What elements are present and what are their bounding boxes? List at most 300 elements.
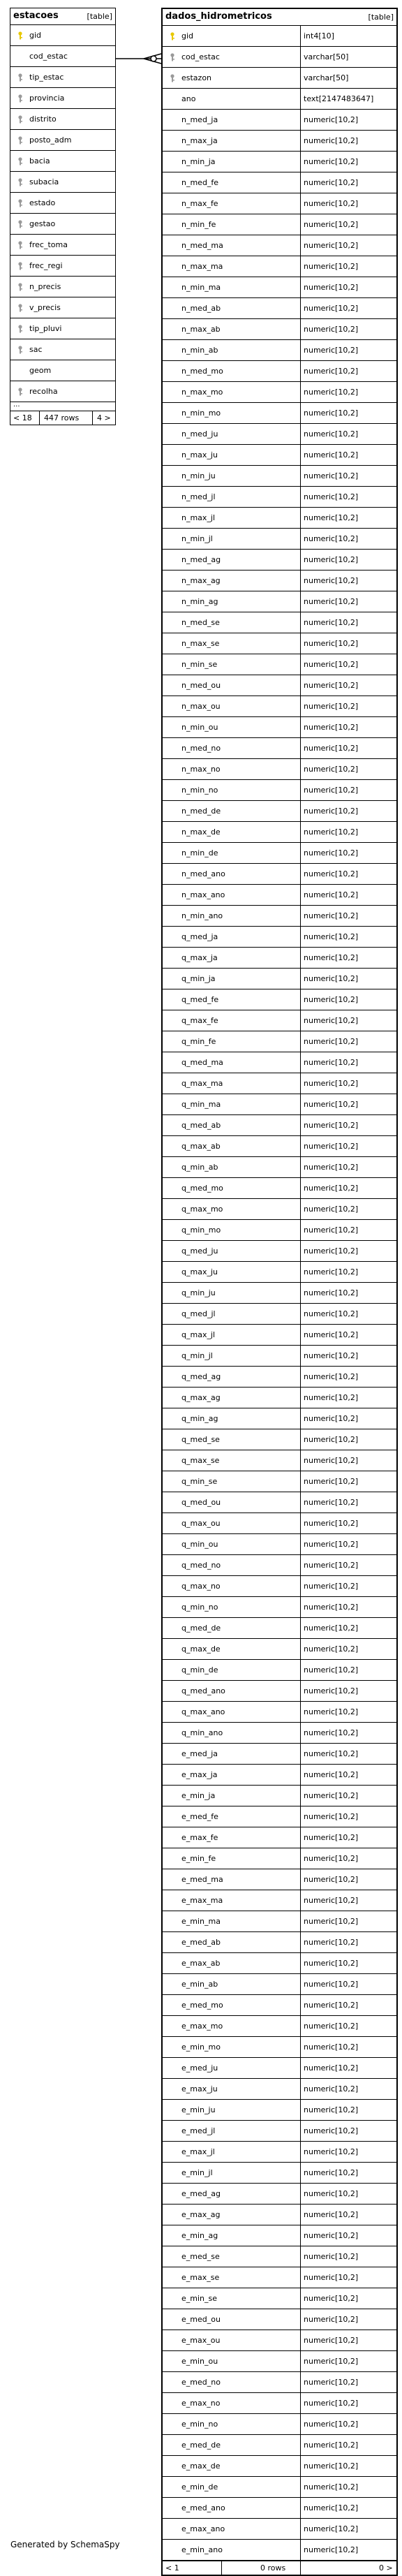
column-row[interactable]	[163, 508, 396, 529]
foreign-key-icon	[170, 53, 175, 61]
column-name: gestao	[29, 219, 56, 228]
column-name: q_med_ano	[181, 1686, 225, 1695]
column-row[interactable]	[163, 1262, 396, 1283]
column-row[interactable]	[163, 1660, 396, 1681]
index-key-icon	[17, 304, 23, 312]
column-type: numeric[10,2]	[304, 1498, 359, 1507]
column-row[interactable]	[10, 297, 115, 318]
column-row[interactable]	[163, 2205, 396, 2225]
column-type: numeric[10,2]	[304, 2105, 359, 2114]
column-row[interactable]	[163, 1325, 396, 1346]
column-row[interactable]	[163, 131, 396, 152]
column-row[interactable]	[163, 424, 396, 445]
column-row[interactable]	[163, 780, 396, 801]
table-estacoes[interactable]	[10, 8, 116, 425]
footer-children[interactable]: 4 >	[97, 413, 111, 422]
column-name: e_max_jl	[181, 2147, 215, 2156]
column-name: q_min_ag	[181, 1414, 218, 1423]
column-type: numeric[10,2]	[304, 325, 359, 334]
column-row[interactable]	[163, 1429, 396, 1450]
column-type: numeric[10,2]	[304, 1561, 359, 1570]
column-name: tip_estac	[29, 73, 64, 82]
column-row[interactable]	[163, 1073, 396, 1094]
column-row[interactable]	[163, 319, 396, 340]
column-row[interactable]	[163, 340, 396, 361]
footer-parents[interactable]: < 1	[165, 2563, 179, 2573]
column-type: numeric[10,2]	[304, 597, 359, 606]
column-name: n_med_no	[181, 744, 221, 753]
column-row[interactable]	[163, 2519, 396, 2540]
column-row[interactable]	[163, 738, 396, 759]
column-name: subacia	[29, 177, 59, 186]
column-type: numeric[10,2]	[304, 1917, 359, 1926]
column-name: q_med_fe	[181, 995, 219, 1004]
column-row[interactable]	[163, 1618, 396, 1639]
column-name: q_max_fe	[181, 1016, 218, 1025]
column-name: q_max_ag	[181, 1393, 221, 1402]
column-type: numeric[10,2]	[304, 1603, 359, 1612]
column-row[interactable]	[163, 466, 396, 487]
column-name: q_min_ja	[181, 974, 216, 983]
column-row[interactable]	[10, 151, 115, 172]
table-kind: [table]	[87, 12, 112, 21]
index-key-icon	[17, 115, 23, 124]
column-type: numeric[10,2]	[304, 911, 359, 920]
column-row[interactable]	[163, 235, 396, 256]
column-row[interactable]	[163, 2309, 396, 2330]
column-row[interactable]	[163, 989, 396, 1010]
zero-cardinality-icon	[151, 56, 156, 61]
column-row[interactable]	[163, 214, 396, 235]
column-type: numeric[10,2]	[304, 2084, 359, 2093]
column-type: numeric[10,2]	[304, 1938, 359, 1947]
column-name: tip_pluvi	[29, 324, 62, 333]
column-type: numeric[10,2]	[304, 639, 359, 648]
column-type: numeric[10,2]	[304, 1309, 359, 1318]
column-row[interactable]	[163, 1220, 396, 1241]
column-row[interactable]	[163, 172, 396, 193]
column-row[interactable]	[163, 382, 396, 403]
column-row[interactable]	[10, 318, 115, 339]
column-row[interactable]	[163, 2037, 396, 2058]
column-row[interactable]	[10, 67, 115, 88]
column-row[interactable]	[163, 2100, 396, 2121]
footer-children[interactable]: 0 >	[379, 2563, 393, 2573]
column-row[interactable]	[163, 1450, 396, 1471]
column-type: numeric[10,2]	[304, 2461, 359, 2471]
column-type: numeric[10,2]	[304, 1770, 359, 1779]
column-name: q_med_se	[181, 1435, 220, 1444]
table-name[interactable]: dados_hidrometricos	[165, 11, 272, 22]
column-row[interactable]	[163, 1199, 396, 1220]
column-row[interactable]	[163, 1597, 396, 1618]
column-name: n_precis	[29, 282, 61, 291]
column-row[interactable]	[163, 675, 396, 696]
column-row[interactable]	[163, 1639, 396, 1660]
column-type: numeric[10,2]	[304, 304, 359, 313]
column-row[interactable]	[163, 822, 396, 843]
column-row[interactable]	[163, 2163, 396, 2184]
column-name: q_med_ju	[181, 1246, 218, 1256]
column-name: n_med_se	[181, 618, 220, 627]
column-name: n_med_mo	[181, 367, 223, 376]
column-row[interactable]	[163, 1702, 396, 1723]
column-name: e_min_mo	[181, 2043, 221, 2052]
column-name: e_max_ma	[181, 1896, 223, 1905]
column-name: e_min_jl	[181, 2168, 213, 2177]
column-type: numeric[10,2]	[304, 2043, 359, 2052]
column-row[interactable]	[163, 256, 396, 277]
column-name: q_med_jl	[181, 1309, 216, 1318]
column-type: numeric[10,2]	[304, 2441, 359, 2450]
column-row[interactable]	[163, 591, 396, 612]
column-type: varchar[50]	[304, 52, 349, 61]
column-row[interactable]	[163, 1241, 396, 1262]
column-type: numeric[10,2]	[304, 2189, 359, 2198]
column-name: ano	[181, 94, 196, 103]
column-row[interactable]	[163, 1723, 396, 1744]
column-row[interactable]	[10, 277, 115, 297]
column-type: numeric[10,2]	[304, 2063, 359, 2073]
column-row[interactable]	[163, 1367, 396, 1388]
column-row[interactable]	[163, 1304, 396, 1325]
column-row[interactable]	[163, 1555, 396, 1576]
column-row[interactable]	[163, 2330, 396, 2351]
column-row[interactable]	[163, 633, 396, 654]
column-row[interactable]	[163, 1115, 396, 1136]
column-type: numeric[10,2]	[304, 2336, 359, 2345]
column-type: numeric[10,2]	[304, 1644, 359, 1654]
column-type: numeric[10,2]	[304, 576, 359, 585]
column-row[interactable]	[163, 1827, 396, 1848]
column-row[interactable]	[163, 1492, 396, 1513]
column-name: n_med_ja	[181, 115, 218, 124]
column-type: numeric[10,2]	[304, 1100, 359, 1109]
column-type: numeric[10,2]	[304, 2399, 359, 2408]
column-row[interactable]	[163, 298, 396, 319]
column-row[interactable]	[163, 801, 396, 822]
column-row[interactable]	[163, 1513, 396, 1534]
footer-parents[interactable]: < 18	[13, 413, 32, 422]
column-type: numeric[10,2]	[304, 1226, 359, 1235]
column-name: q_min_no	[181, 1603, 218, 1612]
column-row[interactable]	[163, 2246, 396, 2267]
column-row[interactable]	[163, 1157, 396, 1178]
column-type: numeric[10,2]	[304, 178, 359, 187]
column-row[interactable]	[163, 927, 396, 948]
column-row[interactable]	[163, 68, 396, 89]
column-type: numeric[10,2]	[304, 2022, 359, 2031]
column-row[interactable]	[163, 1806, 396, 1827]
column-row[interactable]	[163, 1094, 396, 1115]
index-key-icon	[17, 157, 23, 165]
column-name: estazon	[181, 73, 212, 82]
column-name: q_min_se	[181, 1477, 218, 1486]
column-row[interactable]	[163, 277, 396, 298]
column-type: numeric[10,2]	[304, 618, 359, 627]
table-name[interactable]: estacoes	[13, 10, 59, 21]
column-type: numeric[10,2]	[304, 1980, 359, 1989]
column-name: e_med_de	[181, 2441, 221, 2450]
column-type: varchar[50]	[304, 73, 349, 82]
column-row[interactable]	[163, 1932, 396, 1953]
column-name: n_min_ab	[181, 346, 218, 355]
column-name: sac	[29, 345, 43, 354]
column-row[interactable]	[163, 1010, 396, 1031]
column-name: q_min_ju	[181, 1288, 216, 1297]
column-row[interactable]	[163, 1848, 396, 1869]
column-row[interactable]	[163, 2184, 396, 2205]
column-row[interactable]	[163, 2498, 396, 2519]
column-type: numeric[10,2]	[304, 1665, 359, 1675]
column-name: e_max_se	[181, 2273, 220, 2282]
column-row[interactable]	[10, 339, 115, 360]
column-row[interactable]	[163, 969, 396, 989]
column-row[interactable]	[10, 88, 115, 109]
column-row[interactable]	[163, 885, 396, 906]
column-name: e_min_fe	[181, 1854, 216, 1863]
column-row[interactable]	[10, 172, 115, 193]
column-row[interactable]	[163, 2016, 396, 2037]
column-row[interactable]	[163, 1534, 396, 1555]
column-row[interactable]	[163, 948, 396, 969]
index-key-icon	[17, 388, 23, 396]
column-type: numeric[10,2]	[304, 1142, 359, 1151]
column-row[interactable]	[163, 2225, 396, 2246]
column-row[interactable]	[163, 26, 396, 47]
column-name: n_max_ou	[181, 702, 221, 711]
column-row[interactable]	[163, 2267, 396, 2288]
footer-rowcount: 0 rows	[260, 2563, 286, 2573]
index-key-icon	[17, 346, 23, 354]
column-name: n_min_de	[181, 848, 218, 858]
column-type: numeric[10,2]	[304, 2315, 359, 2324]
column-row[interactable]	[163, 1869, 396, 1890]
column-type: numeric[10,2]	[304, 953, 359, 962]
column-row[interactable]	[163, 2372, 396, 2393]
table-header[interactable]	[10, 8, 115, 25]
column-row[interactable]	[10, 193, 115, 214]
column-row[interactable]	[163, 550, 396, 571]
column-type: numeric[10,2]	[304, 1079, 359, 1088]
column-type: numeric[10,2]	[304, 807, 359, 816]
column-name: e_max_mo	[181, 2022, 223, 2031]
column-type: numeric[10,2]	[304, 1456, 359, 1465]
column-row[interactable]	[163, 47, 396, 68]
column-row[interactable]	[163, 1744, 396, 1765]
column-row[interactable]	[163, 2121, 396, 2142]
index-key-icon	[17, 262, 23, 270]
column-name: n_min_no	[181, 786, 218, 795]
column-type: numeric[10,2]	[304, 1393, 359, 1402]
column-name: q_med_ma	[181, 1058, 223, 1067]
column-name: n_med_ou	[181, 681, 221, 690]
column-type: numeric[10,2]	[304, 1728, 359, 1737]
column-row[interactable]	[163, 843, 396, 864]
column-type: numeric[10,2]	[304, 2357, 359, 2366]
column-row[interactable]	[163, 445, 396, 466]
column-name: q_max_ab	[181, 1142, 221, 1151]
column-row[interactable]	[163, 1136, 396, 1157]
column-row[interactable]	[163, 2079, 396, 2100]
column-type: numeric[10,2]	[304, 786, 359, 795]
column-row[interactable]	[10, 214, 115, 235]
column-row[interactable]	[163, 1974, 396, 1995]
column-name: q_min_ab	[181, 1163, 218, 1172]
column-row[interactable]	[163, 2288, 396, 2309]
column-row[interactable]	[10, 235, 115, 256]
column-row[interactable]	[163, 152, 396, 172]
column-row[interactable]	[163, 1388, 396, 1408]
column-row[interactable]	[163, 1283, 396, 1304]
column-row[interactable]	[163, 1576, 396, 1597]
index-key-icon	[17, 220, 23, 228]
generator-credit: Generated by SchemaSpy	[10, 2540, 120, 2549]
column-row[interactable]	[10, 381, 115, 402]
table-header[interactable]	[163, 9, 396, 26]
column-row[interactable]	[10, 130, 115, 151]
column-row[interactable]	[163, 571, 396, 591]
column-name: e_max_ag	[181, 2210, 221, 2219]
column-name: q_max_no	[181, 1582, 221, 1591]
column-row[interactable]	[163, 193, 396, 214]
index-key-icon	[17, 325, 23, 333]
column-type: numeric[10,2]	[304, 492, 359, 501]
column-type: text[2147483647]	[304, 94, 374, 103]
column-type: numeric[10,2]	[304, 1058, 359, 1067]
column-row[interactable]	[163, 2058, 396, 2079]
column-row[interactable]	[163, 612, 396, 633]
column-type: numeric[10,2]	[304, 2545, 359, 2554]
column-row[interactable]	[163, 361, 396, 382]
column-row[interactable]	[163, 2540, 396, 2561]
column-type: numeric[10,2]	[304, 2147, 359, 2156]
column-row[interactable]	[163, 1052, 396, 1073]
column-row[interactable]	[163, 487, 396, 508]
column-name: q_med_ja	[181, 932, 218, 941]
column-row[interactable]	[163, 1408, 396, 1429]
column-type: numeric[10,2]	[304, 1519, 359, 1528]
column-row[interactable]	[163, 2477, 396, 2498]
column-name: n_med_ano	[181, 869, 225, 878]
column-row[interactable]	[10, 25, 115, 46]
column-row[interactable]	[163, 1031, 396, 1052]
column-row[interactable]	[163, 2142, 396, 2163]
column-row[interactable]	[163, 864, 396, 885]
column-name: n_max_fe	[181, 199, 218, 208]
column-type: numeric[10,2]	[304, 1435, 359, 1444]
column-row[interactable]	[163, 2435, 396, 2456]
column-name: posto_adm	[29, 135, 72, 145]
column-type: numeric[10,2]	[304, 660, 359, 669]
column-row[interactable]	[163, 1953, 396, 1974]
column-type: numeric[10,2]	[304, 1121, 359, 1130]
table-footer	[10, 411, 115, 425]
column-row[interactable]	[163, 906, 396, 927]
column-type: numeric[10,2]	[304, 1205, 359, 1214]
column-row[interactable]	[163, 529, 396, 550]
column-type: numeric[10,2]	[304, 367, 359, 376]
column-type: numeric[10,2]	[304, 2294, 359, 2303]
table-dados-hidrometricos[interactable]	[161, 8, 398, 2576]
column-row[interactable]	[163, 1346, 396, 1367]
column-type: numeric[10,2]	[304, 1267, 359, 1276]
table-kind: [table]	[368, 13, 394, 22]
column-name: q_max_ou	[181, 1519, 221, 1528]
column-row[interactable]	[163, 89, 396, 110]
index-key-icon	[17, 73, 23, 82]
column-type: numeric[10,2]	[304, 1624, 359, 1633]
column-type: numeric[10,2]	[304, 241, 359, 250]
column-name: q_min_ano	[181, 1728, 223, 1737]
column-row[interactable]	[163, 1471, 396, 1492]
column-type: numeric[10,2]	[304, 827, 359, 837]
column-type: numeric[10,2]	[304, 1812, 359, 1821]
column-row[interactable]	[10, 109, 115, 130]
column-name: n_min_mo	[181, 409, 221, 418]
column-name: e_max_de	[181, 2461, 221, 2471]
column-row[interactable]	[163, 1890, 396, 1911]
column-type: numeric[10,2]	[304, 2252, 359, 2261]
column-type: numeric[10,2]	[304, 2126, 359, 2135]
column-row[interactable]	[163, 696, 396, 717]
column-name: q_med_ou	[181, 1498, 221, 1507]
column-row[interactable]	[10, 360, 115, 381]
column-name: n_min_ou	[181, 723, 218, 732]
column-row[interactable]	[163, 1765, 396, 1786]
column-row[interactable]	[163, 403, 396, 424]
column-type: numeric[10,2]	[304, 136, 359, 145]
column-type: numeric[10,2]	[304, 869, 359, 878]
column-name: n_max_ab	[181, 325, 221, 334]
column-row[interactable]	[163, 1911, 396, 1932]
column-row[interactable]	[163, 1178, 396, 1199]
column-type: numeric[10,2]	[304, 199, 359, 208]
column-name: e_max_fe	[181, 1833, 218, 1842]
column-type: numeric[10,2]	[304, 995, 359, 1004]
column-type: numeric[10,2]	[304, 1875, 359, 1884]
column-row[interactable]	[163, 1786, 396, 1806]
column-type: numeric[10,2]	[304, 1707, 359, 1716]
column-name: n_min_ju	[181, 471, 216, 480]
column-row[interactable]	[163, 2351, 396, 2372]
column-row[interactable]	[163, 654, 396, 675]
column-row[interactable]	[163, 1681, 396, 1702]
column-name: provincia	[29, 94, 65, 103]
column-row[interactable]	[163, 110, 396, 131]
column-row[interactable]	[10, 46, 115, 67]
column-name: q_min_ou	[181, 1540, 218, 1549]
column-row[interactable]	[163, 2414, 396, 2435]
primary-key-icon	[17, 31, 23, 40]
column-name: e_min_se	[181, 2294, 218, 2303]
table-footer	[163, 2561, 396, 2575]
column-row[interactable]	[163, 2456, 396, 2477]
column-name: e_med_ano	[181, 2503, 225, 2512]
column-row[interactable]	[163, 2393, 396, 2414]
column-row[interactable]	[163, 1995, 396, 2016]
column-name: cod_estac	[181, 52, 220, 61]
column-row[interactable]	[10, 256, 115, 277]
column-name: frec_toma	[29, 240, 68, 249]
index-key-icon	[17, 178, 23, 186]
column-name: e_max_ano	[181, 2524, 225, 2533]
column-row[interactable]	[163, 759, 396, 780]
column-row[interactable]	[163, 717, 396, 738]
index-key-icon	[17, 94, 23, 103]
column-type: numeric[10,2]	[304, 1414, 359, 1423]
column-type: numeric[10,2]	[304, 1477, 359, 1486]
